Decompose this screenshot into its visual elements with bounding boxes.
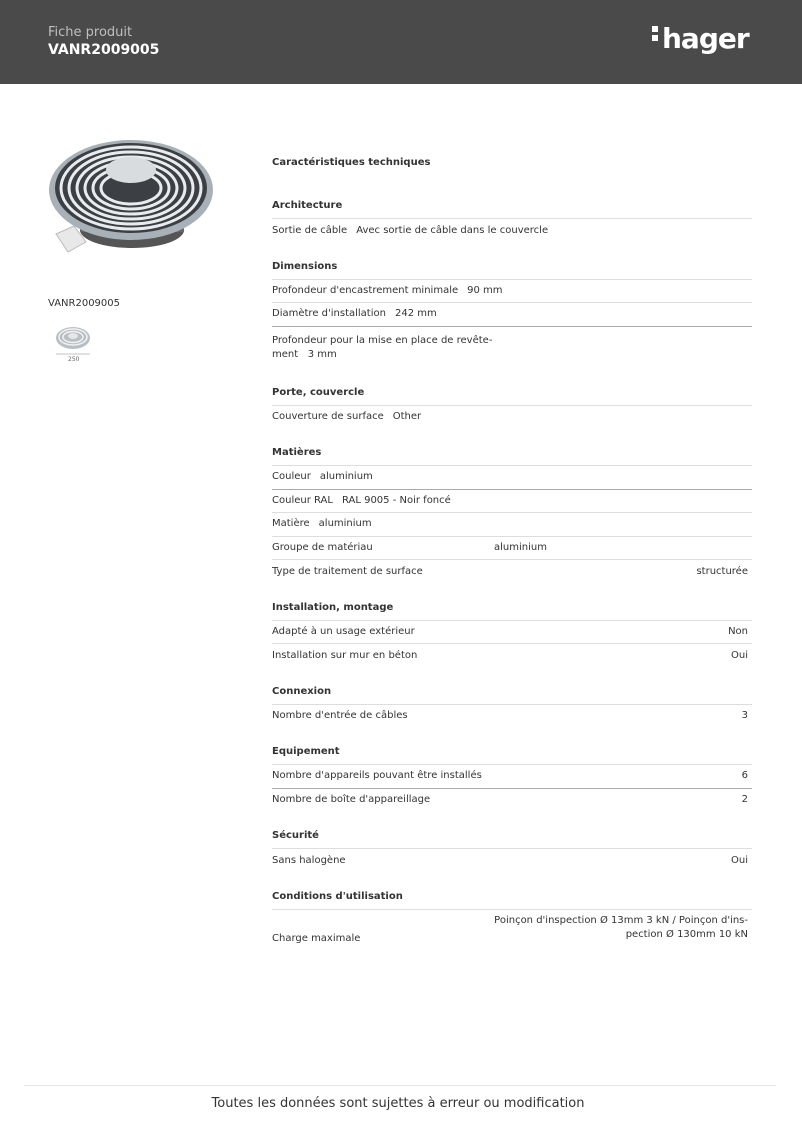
- section-title: Architecture: [272, 194, 752, 219]
- section-safety: [272, 824, 752, 873]
- section-conditions: [272, 885, 752, 952]
- spec-row: [272, 466, 752, 490]
- spec-label-line2: ment: [272, 348, 299, 360]
- spec-label: Diamètre d'installation: [272, 308, 386, 320]
- section-connection: [272, 680, 752, 729]
- section-title: Sécurité: [272, 824, 752, 849]
- spec-value: structurée: [696, 565, 748, 577]
- section-title: Conditions d'utilisation: [272, 885, 752, 910]
- section-dimensions: [272, 255, 752, 369]
- spec-value-line1: Poinçon d'inspection Ø 13mm 3 kN / Poinçon d'ins-: [494, 914, 748, 926]
- technical-specs: [272, 152, 752, 964]
- logo-text: hager: [662, 22, 749, 55]
- footer-divider: [24, 1085, 776, 1086]
- spec-value: Oui: [731, 649, 748, 661]
- document-type: Fiche produit: [48, 25, 133, 40]
- logo-dots-icon: [652, 23, 658, 44]
- spec-label: Nombre de boîte d'appareillage: [272, 794, 431, 806]
- spec-label: Profondeur d'encastrement minimale: [272, 284, 459, 296]
- thumb-dimension-label: 250: [68, 356, 80, 363]
- spec-value: Oui: [731, 854, 748, 866]
- section-title: Dimensions: [272, 255, 752, 280]
- spec-row: [272, 513, 752, 537]
- spec-value: 3: [741, 710, 748, 722]
- product-code-title: VANR2009005: [48, 42, 160, 58]
- product-reference: VANR2009005: [48, 298, 121, 309]
- section-materials: [272, 441, 752, 584]
- spec-value: RAL 9005 - Noir foncé: [341, 494, 451, 506]
- page-header: [0, 0, 802, 84]
- spec-row: [272, 490, 752, 514]
- spec-label: Couleur RAL: [272, 494, 333, 506]
- spec-label: Nombre d'entrée de câbles: [272, 710, 408, 722]
- section-equipment: [272, 740, 752, 812]
- spec-row: [272, 560, 752, 584]
- spec-value: aluminium: [494, 541, 547, 553]
- spec-value: aluminium: [319, 471, 373, 483]
- brand-logo: [652, 22, 749, 56]
- spec-value: Avec sortie de câble dans le couvercle: [356, 224, 549, 236]
- section-title: Porte, couvercle: [272, 381, 752, 406]
- spec-label: Sans halogène: [272, 854, 346, 866]
- spec-label: Type de traitement de surface: [272, 565, 423, 577]
- spec-value: 6: [741, 770, 748, 782]
- spec-value: 242 mm: [394, 308, 437, 320]
- spec-label: Nombre d'appareils pouvant être installés: [272, 770, 482, 782]
- spec-label: Groupe de matériau: [272, 541, 373, 553]
- spec-value: 90 mm: [467, 284, 503, 296]
- spec-label: Adapté à un usage extérieur: [272, 625, 415, 637]
- spec-row: [272, 303, 752, 327]
- spec-label: [272, 334, 492, 362]
- spec-value: aluminium: [318, 518, 372, 530]
- section-title: Equipement: [272, 740, 752, 765]
- specs-title: Caractéristiques techniques: [272, 157, 431, 168]
- spec-row: [272, 910, 752, 952]
- spec-value: [494, 914, 748, 942]
- spec-value: Other: [392, 411, 422, 423]
- spec-row: [272, 621, 752, 645]
- section-title: Matières: [272, 441, 752, 466]
- spec-label: Couverture de surface: [272, 411, 384, 423]
- dimension-drawing-icon: [52, 318, 94, 364]
- spec-value: Non: [728, 625, 748, 637]
- spec-row: [272, 849, 752, 873]
- section-installation: [272, 596, 752, 668]
- spec-value-line2: pection Ø 130mm 10 kN: [625, 928, 748, 940]
- section-title: Connexion: [272, 680, 752, 705]
- spec-row: [272, 765, 752, 789]
- spec-row: [272, 644, 752, 668]
- section-door-cover: [272, 381, 752, 430]
- spec-row: [272, 280, 752, 304]
- section-title: Installation, montage: [272, 596, 752, 621]
- spec-label: Charge maximale: [272, 932, 361, 944]
- spec-row: [272, 537, 752, 561]
- footer-disclaimer: Toutes les données sont sujettes à erreur ou modification: [211, 1096, 585, 1111]
- spec-row: [272, 705, 752, 729]
- spec-label: Couleur: [272, 471, 311, 483]
- spec-row: [272, 789, 752, 813]
- spec-label: Sortie de câble: [272, 224, 348, 236]
- spec-value: 3 mm: [307, 348, 337, 360]
- spec-label: Matière: [272, 518, 310, 530]
- spec-row: [272, 406, 752, 430]
- section-architecture: [272, 194, 752, 243]
- spec-label-line1: Profondeur pour la mise en place de revête-: [272, 334, 493, 346]
- spec-label: Installation sur mur en béton: [272, 649, 418, 661]
- spec-row: [272, 327, 752, 369]
- spec-value: 2: [741, 794, 748, 806]
- floor-box-photo-icon: [46, 130, 216, 260]
- spec-row: [272, 219, 752, 243]
